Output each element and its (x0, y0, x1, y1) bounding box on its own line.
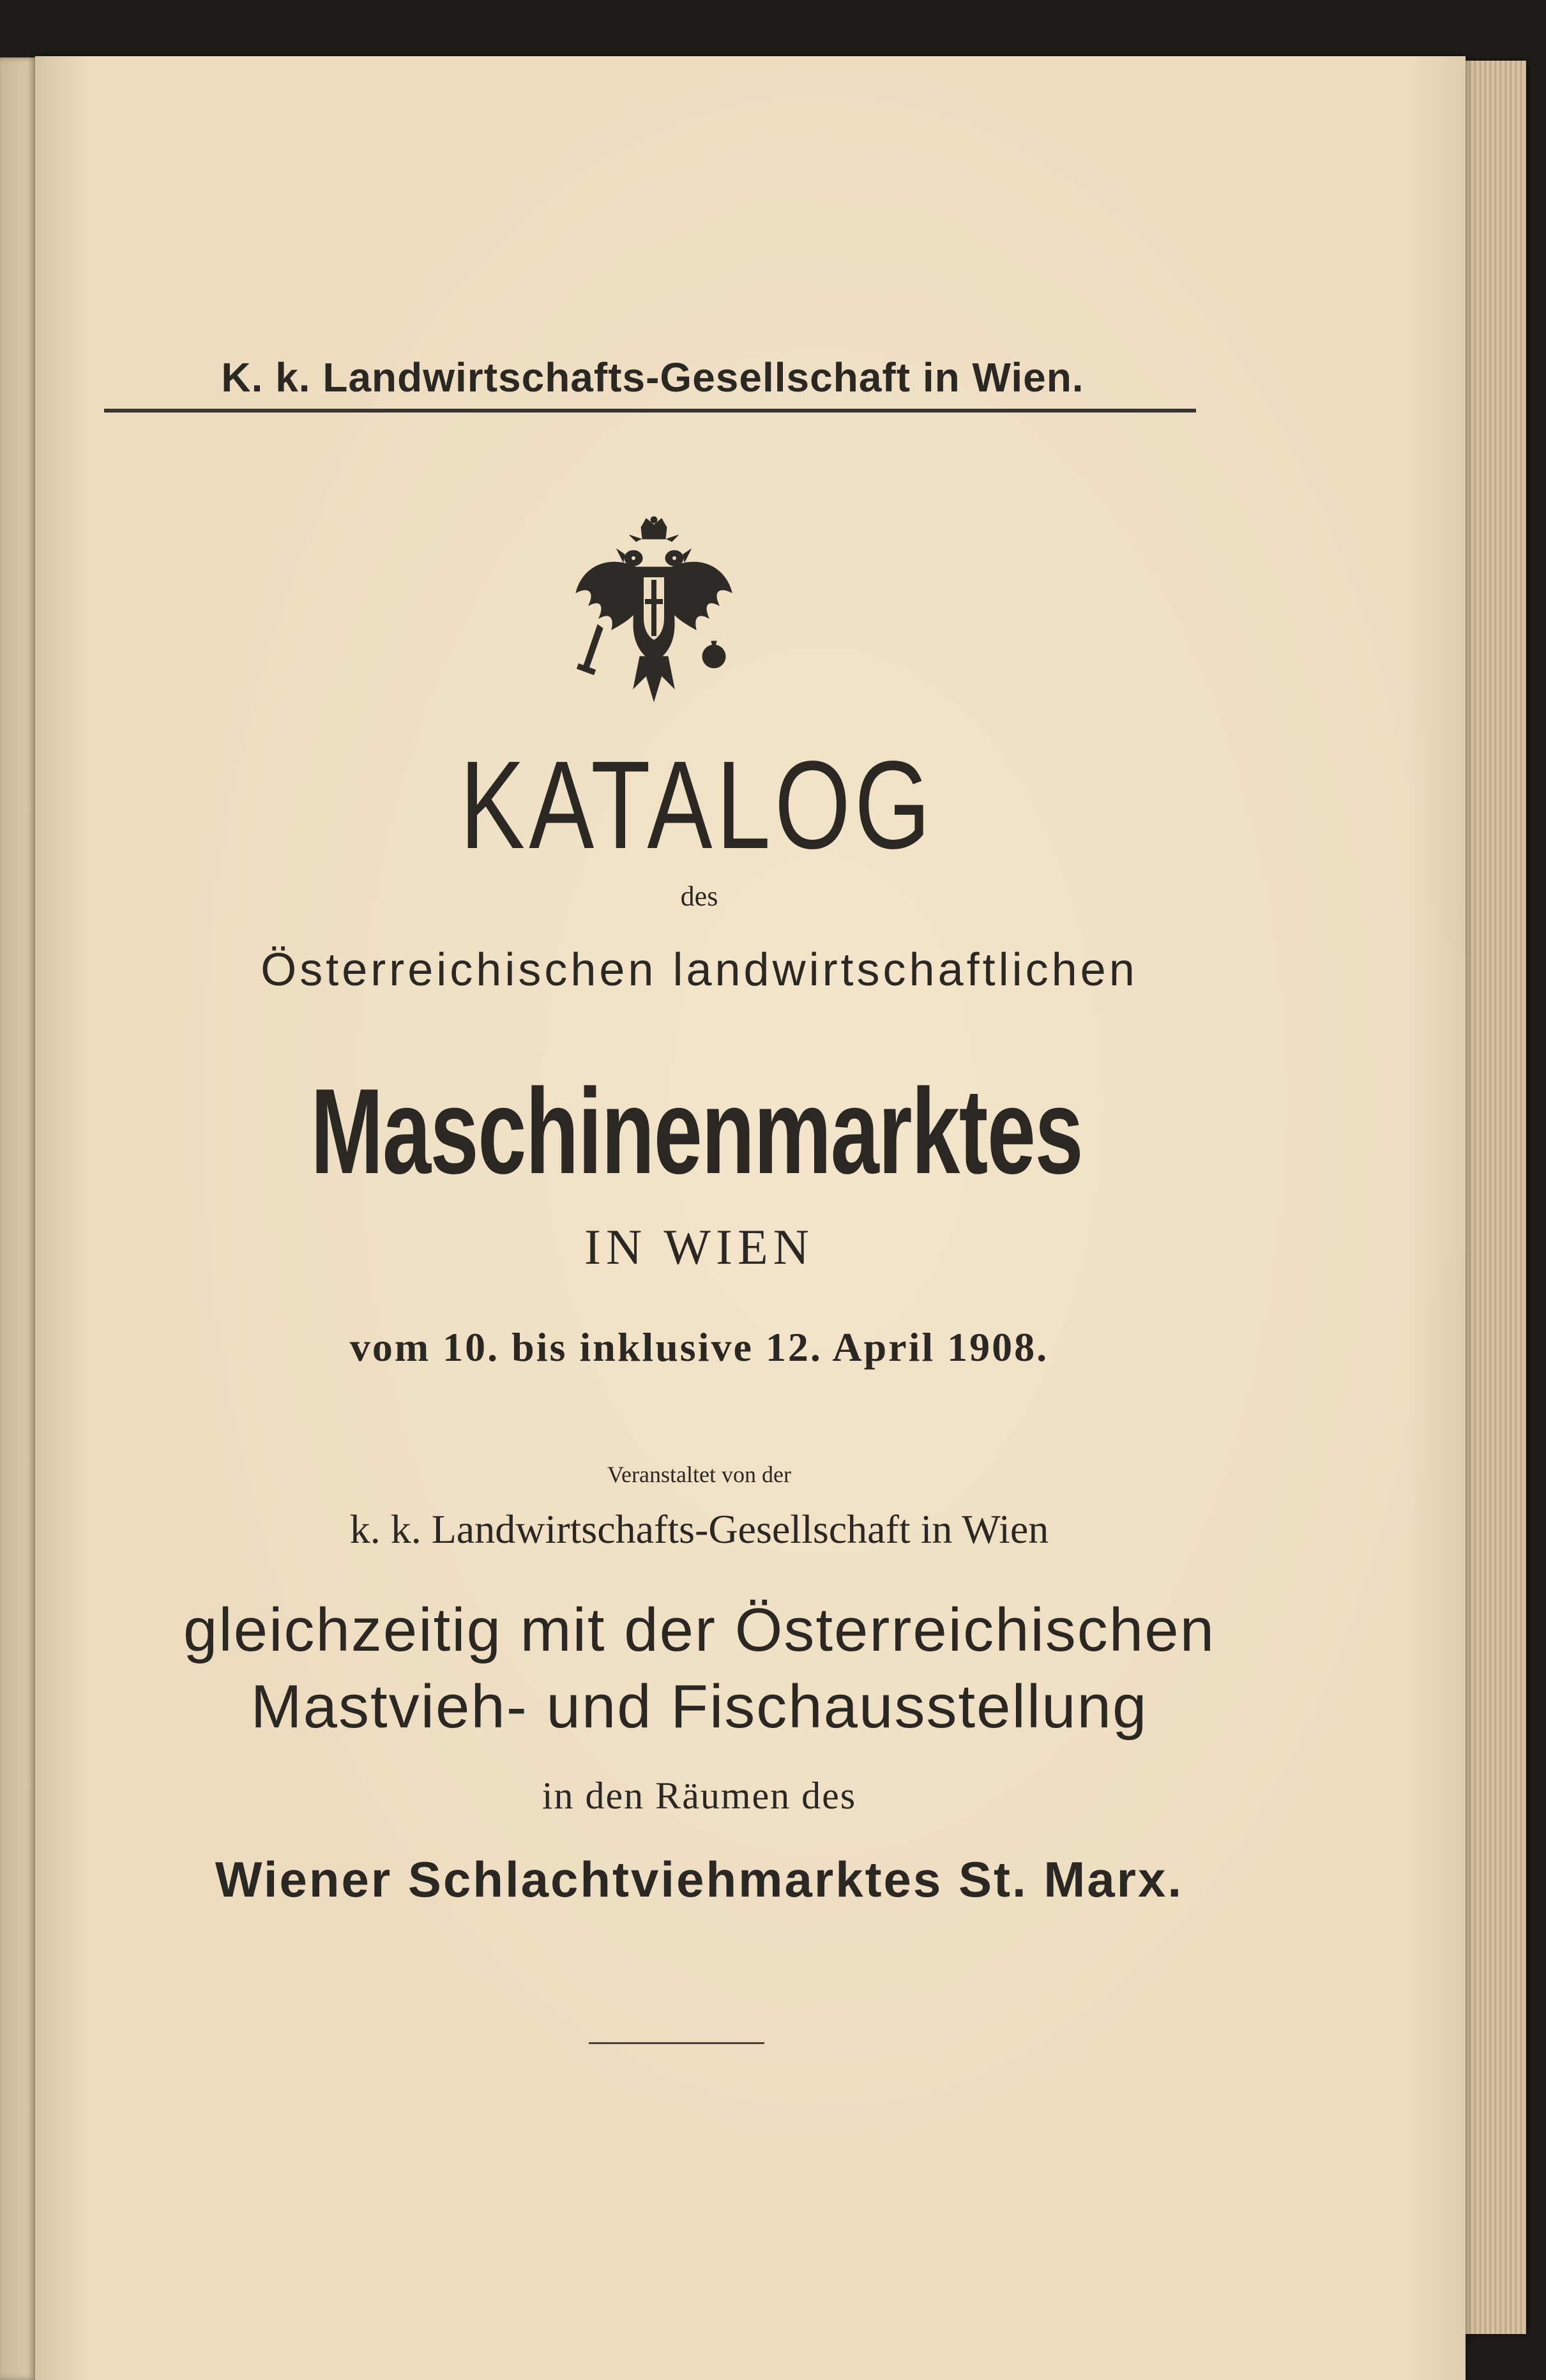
society-header: K. k. Landwirtschafts-Gesellschaft in Wien. (221, 354, 1084, 400)
subtitle: Österreichischen landwirtschaftlichen (261, 944, 1138, 996)
page-content (35, 56, 1466, 2380)
venue-line: Wiener Schlachtviehmarktes St. Marx. (215, 1851, 1184, 1907)
page-stack-edge (1456, 61, 1526, 2334)
double-headed-eagle-icon (570, 516, 739, 708)
concurrent-line-2: Mastvieh- und Fischausstellung (250, 1672, 1148, 1741)
organizer-intro: Veranstaltet von der (607, 1462, 791, 1487)
bottom-rule (589, 2042, 764, 2044)
des-text: des (680, 881, 718, 912)
venue-intro: in den Räumen des (542, 1775, 857, 1817)
concurrent-line-1: gleichzeitig mit der Österreichischen (183, 1596, 1215, 1664)
main-title: Maschinenmarktes (310, 1064, 1083, 1199)
header-rule (104, 409, 1196, 413)
place-line: IN WIEN (584, 1219, 814, 1275)
date-line: vom 10. bis inklusive 12. April 1908. (349, 1324, 1049, 1370)
organizer-line: k. k. Landwirtschafts-Gesellschaft in Wien (349, 1506, 1049, 1552)
catalog-title: KATALOG (460, 735, 935, 875)
